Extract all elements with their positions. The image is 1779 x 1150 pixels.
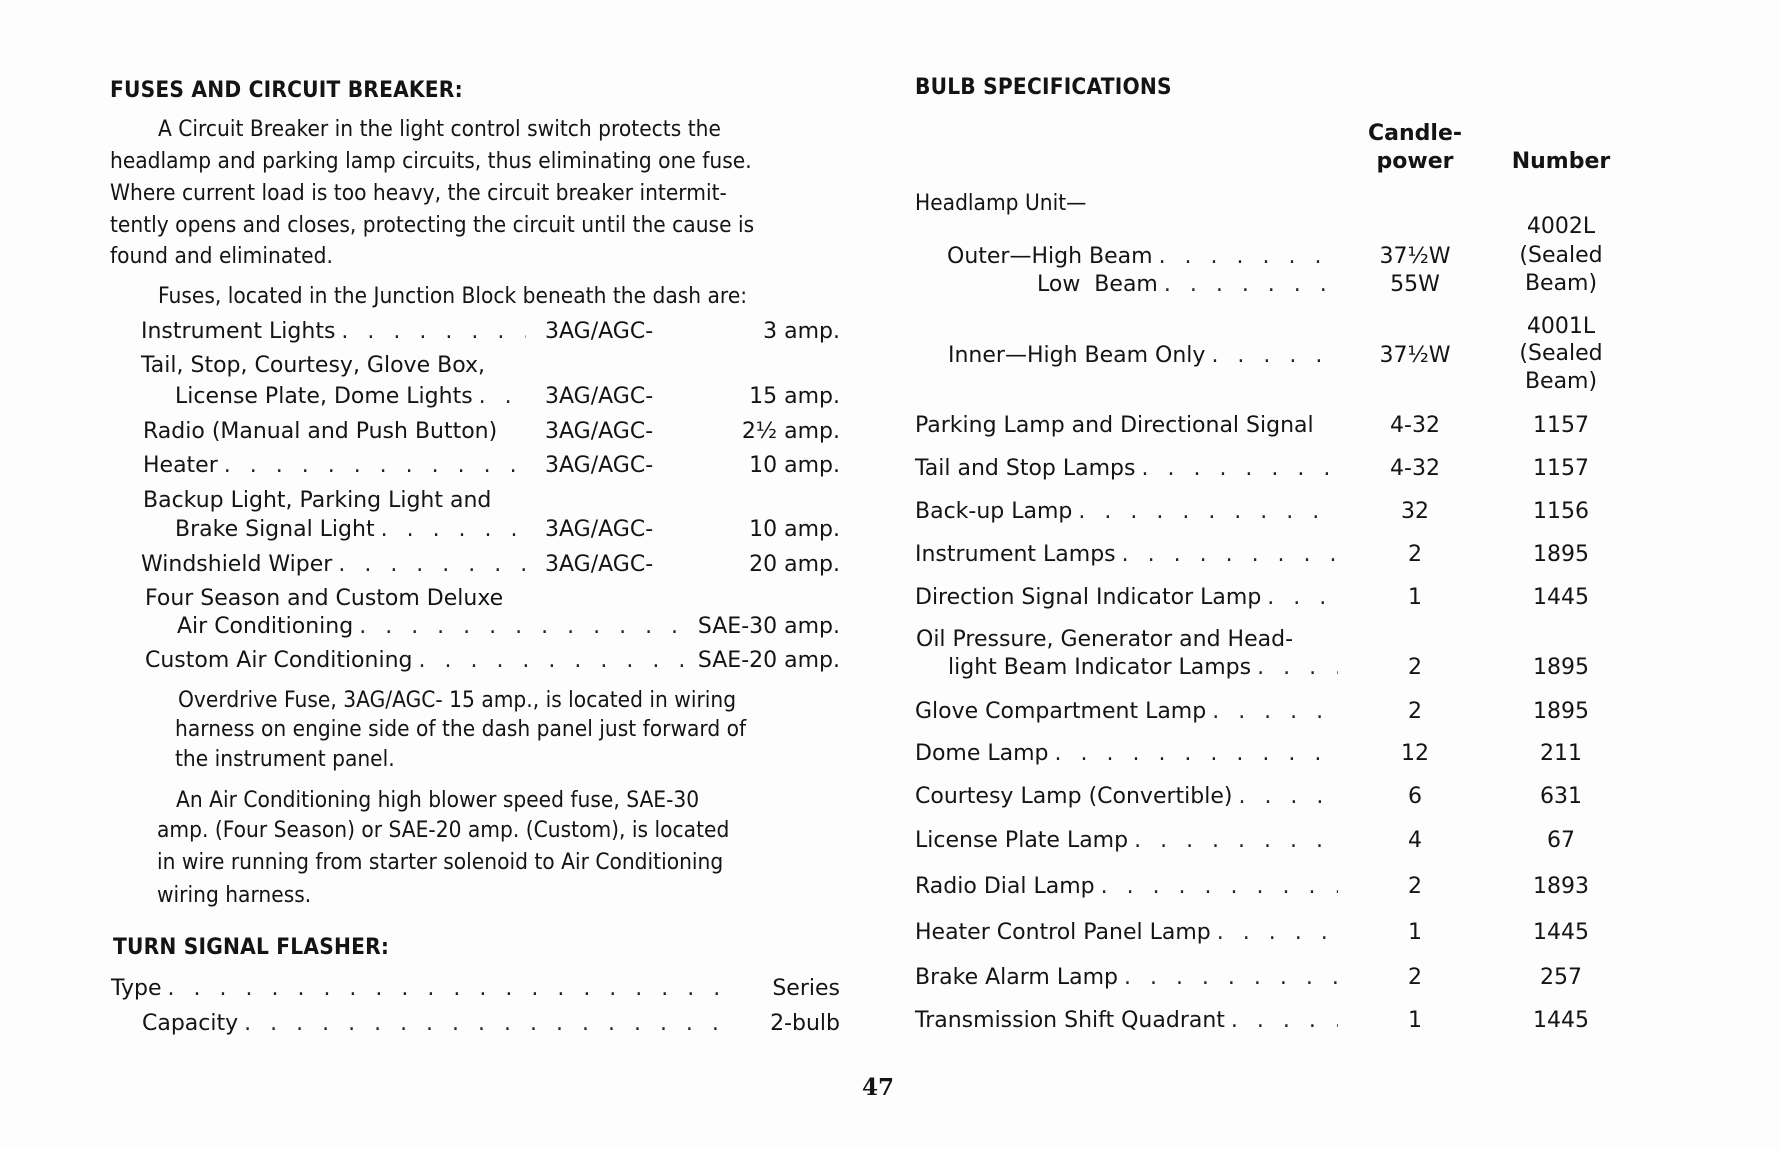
dot-leader bbox=[1095, 876, 1338, 898]
fuse-type: 3AG/AGC- bbox=[545, 384, 654, 409]
bulb-candlepower: 2 bbox=[1408, 655, 1422, 680]
bulb-label: Parking Lamp and Directional Signal bbox=[915, 413, 1314, 438]
page-number: 47 bbox=[862, 1074, 895, 1101]
bulb-number: 211 bbox=[1540, 741, 1582, 766]
fuse-rating: 10 amp. bbox=[749, 453, 840, 478]
bulb-row bbox=[915, 587, 1338, 609]
bulb-candlepower: 12 bbox=[1401, 741, 1429, 766]
bulb-number: (Sealed bbox=[1519, 341, 1603, 366]
dot-leader bbox=[1261, 587, 1338, 609]
fuses-heading: FUSES AND CIRCUIT BREAKER: bbox=[110, 78, 463, 103]
bulb-number: 1445 bbox=[1533, 585, 1589, 610]
bulb-candlepower: 4 bbox=[1408, 828, 1422, 853]
dot-leader bbox=[1135, 458, 1338, 480]
dot-leader bbox=[1116, 544, 1338, 566]
bulb-label: License Plate Lamp bbox=[915, 828, 1129, 853]
bulb-label: Heater Control Panel Lamp bbox=[915, 920, 1211, 945]
bulb-row bbox=[915, 458, 1338, 480]
bulb-candlepower: 2 bbox=[1408, 965, 1422, 990]
col-header-candlepower-line1: Candle- bbox=[1368, 121, 1462, 146]
bulb-candlepower: 1 bbox=[1408, 585, 1422, 610]
flasher-heading: TURN SIGNAL FLASHER: bbox=[113, 935, 390, 960]
bulb-label: Back-up Lamp bbox=[915, 499, 1073, 524]
fuse-type: 3AG/AGC- bbox=[545, 319, 654, 344]
bulb-heading: BULB SPECIFICATIONS bbox=[915, 75, 1172, 100]
bulb-candlepower: 37½W bbox=[1379, 343, 1451, 368]
fuse-label: Brake Signal Light bbox=[175, 517, 375, 542]
bulb-row bbox=[915, 701, 1338, 723]
fuse-row bbox=[141, 321, 526, 343]
fuse-label: Windshield Wiper bbox=[141, 552, 333, 577]
bulb-label: Dome Lamp bbox=[915, 741, 1049, 766]
dot-leader bbox=[1158, 274, 1338, 296]
overdrive-line: harness on engine side of the dash panel just forward of bbox=[175, 717, 747, 742]
fuse-row bbox=[143, 455, 526, 477]
fuse-rating: 10 amp. bbox=[749, 517, 840, 542]
fuse-label: Heater bbox=[143, 453, 218, 478]
fuse-row bbox=[145, 650, 685, 672]
bulb-row bbox=[915, 1010, 1338, 1032]
dot-leader bbox=[1251, 657, 1338, 679]
bulb-number: 1156 bbox=[1533, 499, 1589, 524]
bulb-candlepower: 2 bbox=[1408, 699, 1422, 724]
fuse-label: License Plate, Dome Lights bbox=[175, 384, 473, 409]
bulb-label: Courtesy Lamp (Convertible) bbox=[915, 784, 1233, 809]
bulb-candlepower: 4-32 bbox=[1390, 413, 1440, 438]
dot-leader bbox=[335, 321, 526, 343]
bulb-label: Glove Compartment Lamp bbox=[915, 699, 1207, 724]
fuse-rating: 3 amp. bbox=[763, 319, 840, 344]
fuse-label-line1: Four Season and Custom Deluxe bbox=[145, 586, 504, 611]
ac-line: wiring harness. bbox=[157, 883, 312, 908]
fuse-row bbox=[175, 519, 526, 541]
headlamp-label: Headlamp Unit— bbox=[915, 191, 1087, 216]
fuse-row bbox=[141, 554, 526, 576]
dot-leader bbox=[1072, 501, 1338, 523]
bulb-number: 1895 bbox=[1533, 699, 1589, 724]
bulb-row bbox=[1037, 274, 1338, 296]
bulb-number: 4002L bbox=[1526, 214, 1596, 239]
fuse-rating: 2½ amp. bbox=[741, 419, 840, 444]
bulb-row bbox=[915, 786, 1338, 808]
bulb-number: 1157 bbox=[1533, 456, 1589, 481]
fuse-label: Radio (Manual and Push Button) bbox=[143, 419, 498, 444]
fuse-row bbox=[177, 616, 685, 638]
bulb-number: 1157 bbox=[1533, 413, 1589, 438]
dot-leader bbox=[1206, 701, 1338, 723]
bulb-label-line1: Oil Pressure, Generator and Head- bbox=[916, 627, 1294, 652]
ac-line: in wire running from starter solenoid to Air Conditioning bbox=[157, 850, 724, 875]
flasher-row bbox=[111, 978, 731, 1000]
bulb-label: light Beam Indicator Lamps bbox=[948, 655, 1252, 680]
bulb-number: Beam) bbox=[1524, 369, 1598, 394]
flasher-value: 2-bulb bbox=[770, 1011, 840, 1036]
dot-leader bbox=[238, 1013, 731, 1035]
dot-leader bbox=[1211, 922, 1338, 944]
flasher-label: Capacity bbox=[142, 1011, 239, 1036]
fuse-row bbox=[175, 386, 526, 408]
fuse-type: 3AG/AGC- bbox=[545, 552, 654, 577]
bulb-candlepower: 4-32 bbox=[1390, 456, 1440, 481]
dot-leader bbox=[1049, 743, 1339, 765]
bulb-candlepower: 6 bbox=[1408, 784, 1422, 809]
bulb-row bbox=[915, 743, 1338, 765]
bulb-number: 1445 bbox=[1533, 1008, 1589, 1033]
bulb-row bbox=[915, 415, 1338, 437]
bulb-number: 257 bbox=[1540, 965, 1582, 990]
dot-leader bbox=[375, 519, 526, 541]
bulb-label: Direction Signal Indicator Lamp bbox=[915, 585, 1262, 610]
flasher-label: Type bbox=[111, 976, 162, 1001]
bulb-candlepower: 55W bbox=[1390, 272, 1440, 297]
col-header-candlepower-line2: power bbox=[1376, 149, 1454, 174]
fuse-label-line1: Backup Light, Parking Light and bbox=[143, 488, 492, 513]
bulb-label: Brake Alarm Lamp bbox=[915, 965, 1118, 990]
fuse-rating: SAE-30 amp. bbox=[697, 614, 840, 639]
bulb-candlepower: 1 bbox=[1408, 920, 1422, 945]
bulb-label: Radio Dial Lamp bbox=[915, 874, 1095, 899]
bulb-candlepower: 32 bbox=[1401, 499, 1429, 524]
dot-leader bbox=[162, 978, 731, 1000]
bulb-number: 1445 bbox=[1533, 920, 1589, 945]
overdrive-line: Overdrive Fuse, 3AG/AGC- 15 amp., is located in wiring bbox=[178, 688, 737, 713]
bulb-candlepower: 2 bbox=[1408, 874, 1422, 899]
overdrive-line: the instrument panel. bbox=[175, 747, 395, 772]
fuse-type: 3AG/AGC- bbox=[545, 419, 654, 444]
bulb-number: 1895 bbox=[1533, 542, 1589, 567]
dot-leader bbox=[1153, 246, 1338, 268]
bulb-label: Tail and Stop Lamps bbox=[915, 456, 1136, 481]
dot-leader bbox=[218, 455, 526, 477]
dot-leader bbox=[1118, 967, 1338, 989]
bulb-candlepower: 2 bbox=[1408, 542, 1422, 567]
bulb-row bbox=[915, 922, 1338, 944]
bulb-row bbox=[948, 345, 1338, 367]
bulb-number: 67 bbox=[1547, 828, 1575, 853]
bulb-number: 4001L bbox=[1526, 314, 1596, 339]
fuse-label: Air Conditioning bbox=[177, 614, 354, 639]
fuses-located-text: Fuses, located in the Junction Block beneath the dash are: bbox=[158, 284, 748, 309]
dot-leader bbox=[1128, 830, 1338, 852]
bulb-row bbox=[948, 657, 1338, 679]
fuse-rating: 20 amp. bbox=[749, 552, 840, 577]
ac-line: An Air Conditioning high blower speed fuse, SAE-30 bbox=[176, 788, 700, 813]
fuse-rating: 15 amp. bbox=[749, 384, 840, 409]
intro-line: tently opens and closes, protecting the circuit until the cause is bbox=[110, 213, 755, 238]
col-header-number: Number bbox=[1511, 149, 1611, 174]
fuse-type: 3AG/AGC- bbox=[545, 517, 654, 542]
bulb-number: Beam) bbox=[1524, 271, 1598, 296]
bulb-number: 1893 bbox=[1533, 874, 1589, 899]
bulb-row bbox=[915, 501, 1338, 523]
bulb-label: Outer—High Beam bbox=[947, 244, 1153, 269]
dot-leader bbox=[1205, 345, 1338, 367]
flasher-row bbox=[142, 1013, 731, 1035]
fuse-label-line1: Tail, Stop, Courtesy, Glove Box, bbox=[141, 353, 485, 378]
bulb-label: Instrument Lamps bbox=[915, 542, 1116, 567]
fuse-label: Custom Air Conditioning bbox=[145, 648, 413, 673]
fuse-rating: SAE-20 amp. bbox=[697, 648, 840, 673]
dot-leader bbox=[332, 554, 526, 576]
ac-line: amp. (Four Season) or SAE-20 amp. (Custom), is located bbox=[157, 818, 730, 843]
dot-leader bbox=[353, 616, 685, 638]
bulb-label: Inner—High Beam Only bbox=[948, 343, 1206, 368]
bulb-row bbox=[915, 830, 1338, 852]
bulb-label: Transmission Shift Quadrant bbox=[915, 1008, 1225, 1033]
dot-leader bbox=[1225, 1010, 1338, 1032]
bulb-label: Low Beam bbox=[1037, 272, 1158, 297]
dot-leader bbox=[1232, 786, 1338, 808]
bulb-candlepower: 1 bbox=[1408, 1008, 1422, 1033]
intro-line: Where current load is too heavy, the circuit breaker intermit- bbox=[110, 181, 727, 206]
bulb-row bbox=[915, 967, 1338, 989]
bulb-candlepower: 37½W bbox=[1379, 244, 1451, 269]
intro-line: headlamp and parking lamp circuits, thus eliminating one fuse. bbox=[110, 149, 752, 174]
bulb-number: 631 bbox=[1540, 784, 1582, 809]
intro-line: found and eliminated. bbox=[110, 244, 333, 269]
dot-leader bbox=[412, 650, 685, 672]
bulb-row bbox=[947, 246, 1338, 268]
bulb-row bbox=[915, 876, 1338, 898]
intro-line: A Circuit Breaker in the light control switch protects the bbox=[158, 117, 721, 142]
dot-leader bbox=[473, 386, 526, 408]
flasher-value: Series bbox=[772, 976, 840, 1001]
bulb-number: (Sealed bbox=[1519, 243, 1603, 268]
bulb-row bbox=[915, 544, 1338, 566]
fuse-type: 3AG/AGC- bbox=[545, 453, 654, 478]
fuse-label: Instrument Lights bbox=[141, 319, 336, 344]
bulb-number: 1895 bbox=[1533, 655, 1589, 680]
